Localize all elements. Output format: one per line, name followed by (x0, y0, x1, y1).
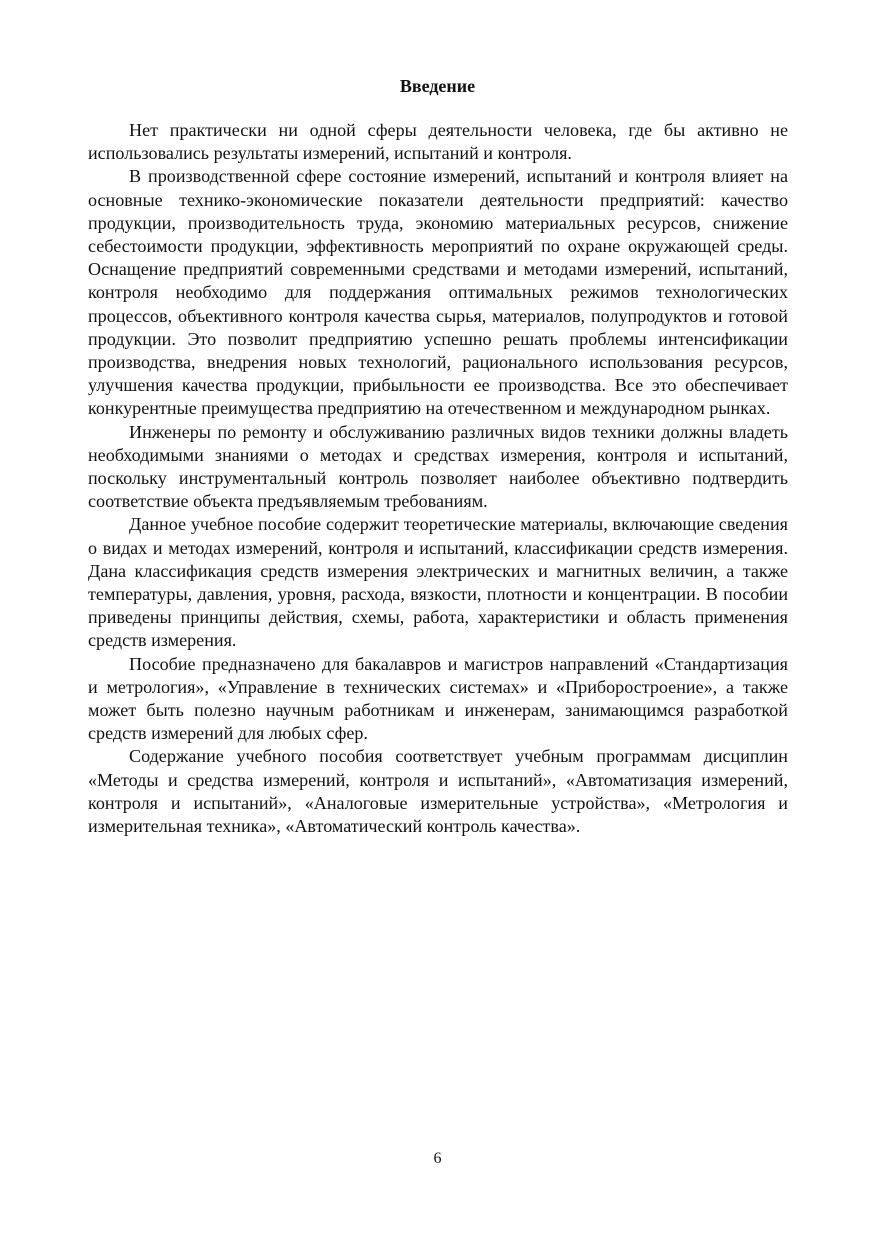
paragraph-6: Содержание учебного пособия соответствует учебным программам дисциплин «Методы и средства измерений, контроля и испытаний», «Автоматизация измерений, контроля и испытаний», «Аналоговые измерительные устройства», «Метрология и измерительная техника», «Автоматический контроль качества». (88, 746, 788, 837)
paragraph-5: Пособие предназначено для бакалавров и магистров направлений «Стандартизация и метрология», «Управление в технических системах» и «Приборостроение», а также может быть полезно научным работникам и инженерам, занимающимся разработкой средств измерений для любых сфер. (88, 653, 788, 744)
paragraph-3: Инженеры по ремонту и обслуживанию различных видов техники должны владеть необходимыми знаниями о методах и средствах измерения, контроля и испытаний, поскольку инструментальный контроль позволяет наиболее объективно подтвердить соответствие объекта предъявляемым требованиям. (88, 421, 788, 512)
paragraph-4: Данное учебное пособие содержит теоретические материалы, включающие сведения о видах и методах измерений, контроля и испытаний, классификации средств измерения. Дана классификация средств измерения электрических и магнитных величин, а также температуры, давления, уровня, расхода, вязкости, плотности и концентрации. В пособии приведены принципы действия, схемы, работа, характеристики и область применения средств измерения. (88, 514, 788, 651)
paragraph-1: Нет практически ни одной сферы деятельности человека, где бы активно не использовались результаты измерений, испытаний и контроля. (88, 120, 788, 164)
page-number: 6 (433, 1150, 442, 1167)
body-text (88, 119, 788, 838)
page-title: Введение (399, 76, 476, 96)
paragraph-2: В производственной сфере состояние измерений, испытаний и контроля влияет на основные технико-экономические показатели деятельности предприятий: качество продукции, производительность труда, экономию материальных ресурсов, снижение себестоимости продукции, эффективность мероприятий по охране окружающей среды. Оснащение предприятий современными средствами и методами измерений, испытаний, контроля необходимо для поддержания оптимальных режимов технологических процессов, объективного контроля качества сырья, материалов, полупродуктов и готовой продукции. Это позволит предприятию успешно решать проблемы интенсификации производства, внедрения новых технологий, рационального использования ресурсов, улучшения качества продукции, прибыльности ее производства. Все это обеспечивает конкурентные преимущества предприятию на отечественном и международном рынках. (88, 166, 788, 419)
